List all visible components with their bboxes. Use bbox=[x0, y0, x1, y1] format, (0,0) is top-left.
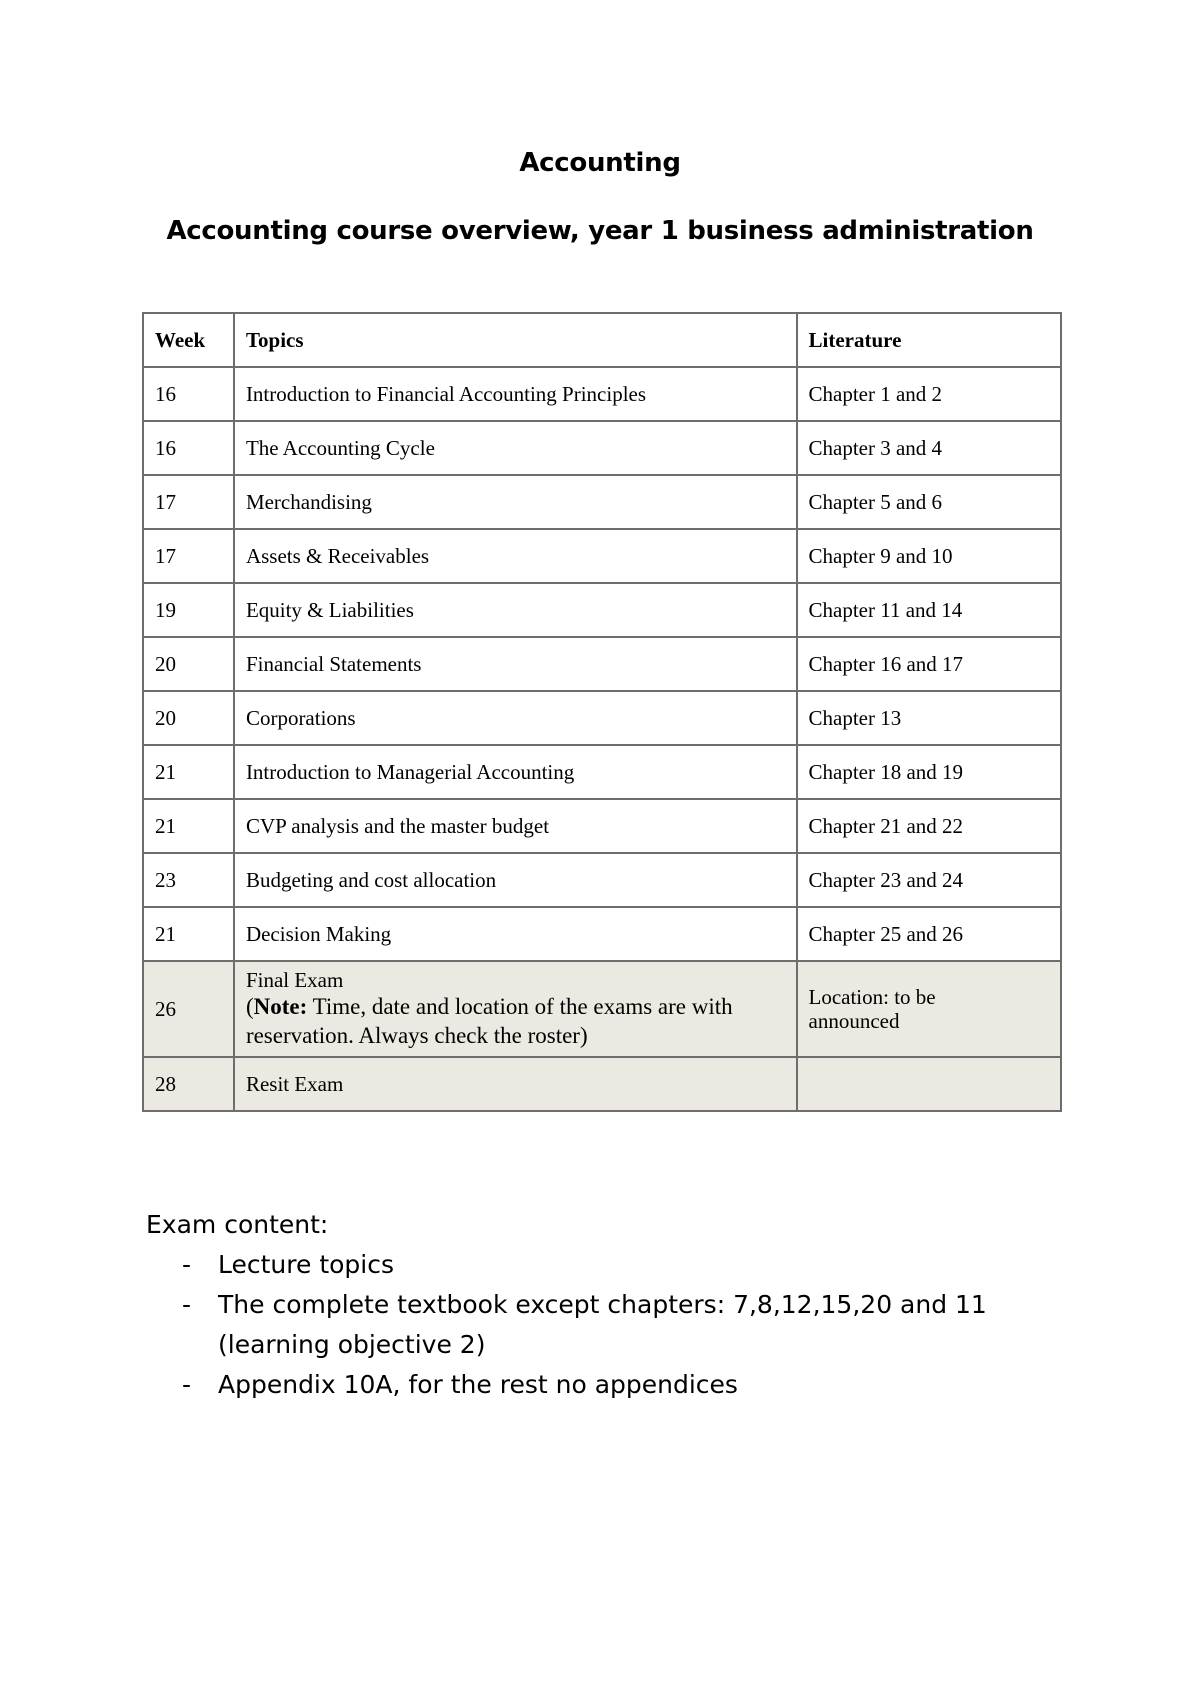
table-row bbox=[143, 637, 1061, 691]
exam-content-heading: Exam content: bbox=[146, 1210, 329, 1239]
literature-cell: Chapter 3 and 4 bbox=[797, 421, 1062, 475]
table-row bbox=[143, 745, 1061, 799]
topic-cell: Introduction to Financial Accounting Principles bbox=[234, 367, 797, 421]
topic-cell: Decision Making bbox=[234, 907, 797, 961]
week-cell: 26 bbox=[143, 961, 234, 1057]
literature-cell: Chapter 23 and 24 bbox=[797, 853, 1062, 907]
literature-cell: Chapter 25 and 26 bbox=[797, 907, 1062, 961]
exam-location-line-1: Location: to be bbox=[808, 985, 936, 1009]
table-row bbox=[143, 529, 1061, 583]
list-item bbox=[146, 1285, 1038, 1365]
week-cell: 16 bbox=[143, 421, 234, 475]
week-cell: 16 bbox=[143, 367, 234, 421]
literature-cell: Chapter 11 and 14 bbox=[797, 583, 1062, 637]
week-cell: 21 bbox=[143, 799, 234, 853]
table-row bbox=[143, 853, 1061, 907]
bullet-dash: - bbox=[182, 1290, 192, 1319]
table-row bbox=[143, 799, 1061, 853]
topic-cell: Merchandising bbox=[234, 475, 797, 529]
literature-cell: Chapter 13 bbox=[797, 691, 1062, 745]
page-title: Accounting bbox=[519, 148, 681, 178]
column-header-topics: Topics bbox=[234, 313, 797, 367]
column-header-week: Week bbox=[143, 313, 234, 367]
week-cell: 19 bbox=[143, 583, 234, 637]
week-cell: 20 bbox=[143, 637, 234, 691]
topic-cell: Introduction to Managerial Accounting bbox=[234, 745, 797, 799]
bullet-dash: - bbox=[182, 1250, 192, 1279]
week-cell: 17 bbox=[143, 529, 234, 583]
list-item-text: The complete textbook except chapters: 7,8,12,15,20 and 11 (learning objective 2) bbox=[218, 1290, 987, 1359]
list-item-text: Appendix 10A, for the rest no appendices bbox=[218, 1370, 738, 1399]
week-cell: 21 bbox=[143, 907, 234, 961]
topic-cell: The Accounting Cycle bbox=[234, 421, 797, 475]
table-row bbox=[143, 475, 1061, 529]
note-label: Note: bbox=[253, 994, 308, 1019]
table-row bbox=[143, 691, 1061, 745]
exam-note bbox=[246, 992, 785, 1050]
resit-exam-row bbox=[143, 1057, 1061, 1111]
note-text: Time, date and location of the exams are with reservation. Always check the roster) bbox=[245, 994, 733, 1048]
week-cell: 17 bbox=[143, 475, 234, 529]
literature-cell: Chapter 9 and 10 bbox=[797, 529, 1062, 583]
bullet-dash: - bbox=[182, 1370, 192, 1399]
table-row bbox=[143, 907, 1061, 961]
list-item bbox=[146, 1365, 1038, 1405]
table-row bbox=[143, 583, 1061, 637]
note-open-paren: ( bbox=[245, 994, 254, 1019]
week-cell: 20 bbox=[143, 691, 234, 745]
literature-cell: Chapter 18 and 19 bbox=[797, 745, 1062, 799]
course-schedule-table bbox=[142, 312, 1062, 1112]
literature-cell: Chapter 16 and 17 bbox=[797, 637, 1062, 691]
list-item-text: Lecture topics bbox=[218, 1250, 395, 1279]
exam-content-section bbox=[146, 1205, 1038, 1405]
topic-cell: Financial Statements bbox=[234, 637, 797, 691]
exam-location-line-2: announced bbox=[808, 1009, 900, 1033]
week-cell: 28 bbox=[143, 1057, 234, 1111]
topic-cell: CVP analysis and the master budget bbox=[234, 799, 797, 853]
page-subtitle: Accounting course overview, year 1 business administration bbox=[166, 216, 1034, 246]
literature-cell: Chapter 1 and 2 bbox=[797, 367, 1062, 421]
list-item bbox=[146, 1245, 1038, 1285]
literature-cell: Chapter 21 and 22 bbox=[797, 799, 1062, 853]
topic-cell: Corporations bbox=[234, 691, 797, 745]
table-row bbox=[143, 421, 1061, 475]
week-cell: 21 bbox=[143, 745, 234, 799]
topic-cell: Budgeting and cost allocation bbox=[234, 853, 797, 907]
column-header-literature: Literature bbox=[797, 313, 1062, 367]
exam-content-list bbox=[146, 1245, 1038, 1405]
topic-cell: Resit Exam bbox=[234, 1057, 797, 1111]
topic-cell: Equity & Liabilities bbox=[234, 583, 797, 637]
final-exam-label: Final Exam bbox=[245, 968, 344, 992]
final-exam-row bbox=[143, 961, 1061, 1057]
literature-cell bbox=[797, 961, 1062, 1057]
table-header-row bbox=[143, 313, 1061, 367]
week-cell: 23 bbox=[143, 853, 234, 907]
topic-cell bbox=[234, 961, 797, 1057]
literature-cell: Chapter 5 and 6 bbox=[797, 475, 1062, 529]
topic-cell: Assets & Receivables bbox=[234, 529, 797, 583]
literature-cell bbox=[797, 1057, 1062, 1111]
table-row bbox=[143, 367, 1061, 421]
